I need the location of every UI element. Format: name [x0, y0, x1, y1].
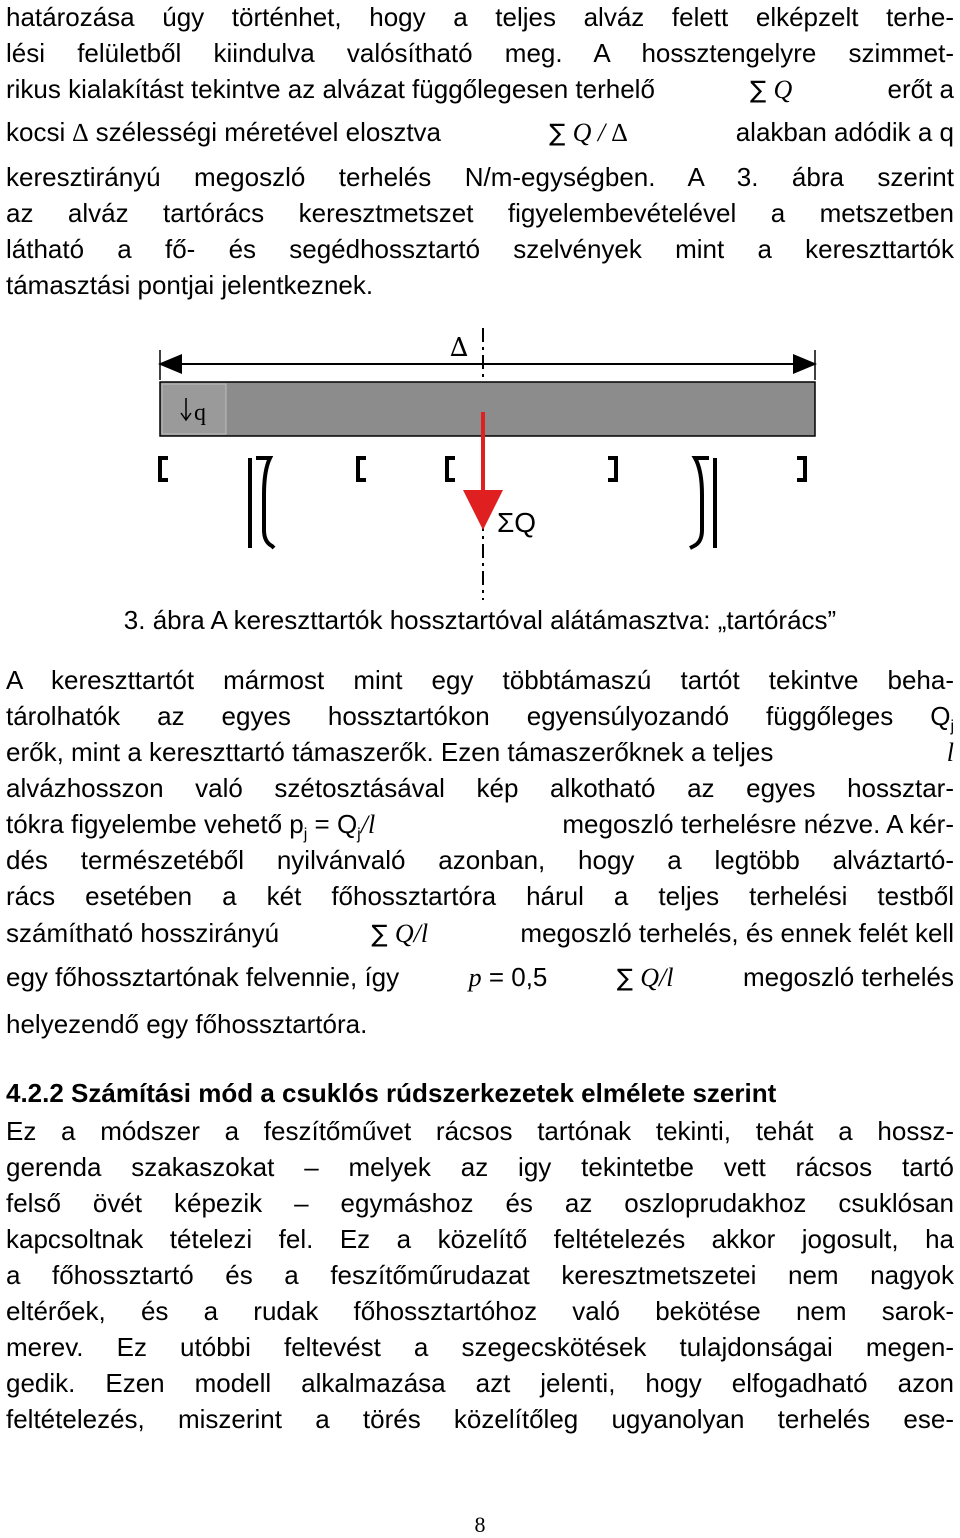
section-line-4 — [6, 1224, 954, 1254]
section-line-1 — [6, 1116, 954, 1146]
text: lési felületből kiindulva valósítható meg. A hossztengelyre szimmet- — [6, 38, 954, 68]
text: megoszló terhelés — [742, 962, 954, 992]
para2-line-9 — [6, 962, 954, 993]
section-line-8 — [6, 1368, 954, 1398]
text: számítható hosszirányú — [6, 918, 280, 948]
text: keresztirányú megoszló terhelés N/m-egységben. A 3. ábra szerint — [6, 162, 954, 192]
sum-expression: ∑ Q/l — [371, 919, 429, 948]
q-label: q — [194, 400, 206, 426]
para1-line-3 — [6, 74, 954, 105]
section-heading: 4.2.2 Számítási mód a csuklós rúdszerkezetek elmélete szerint — [6, 1078, 777, 1108]
sum-symbol: ∑ — [750, 76, 767, 104]
text: rács esetében a két főhossztartóra hárul a teljes terhelési testből — [6, 881, 954, 911]
text: határozása úgy történhet, hogy a teljes alváz felett elképzelt terhe- — [6, 2, 954, 32]
section-line-6 — [6, 1296, 954, 1326]
text: erők, mint a kereszttartó támaszerők. Ezen támaszerőknek a teljes — [6, 737, 774, 767]
text: felső övét képezik – egymáshoz és az oszloprudakhoz csuklósan — [6, 1188, 954, 1218]
para2-line-5 — [6, 809, 954, 850]
para1-line-8 — [6, 270, 954, 300]
delta-label: ∆ — [450, 333, 469, 363]
para2-line-7 — [6, 881, 954, 911]
text: gedik. Ezen modell alkalmazása azt jelenti, hogy elfogadható azon — [6, 1368, 954, 1398]
text: a főhossztartó és a feszítőműrudazat keresztmetszetei nem nagyok — [6, 1260, 954, 1290]
delta-symbol: ∆ — [72, 118, 89, 147]
sum-expression — [750, 74, 792, 105]
text: támasztási pontjai jelentkeznek. — [6, 270, 374, 300]
section-line-5 — [6, 1260, 954, 1290]
math-q-delta: Q / ∆ — [572, 118, 628, 147]
formula-p: p = 0,5 — [468, 962, 548, 992]
para2-line-8 — [6, 918, 954, 949]
text: merev. Ez utóbbi feltevést a szegecskötések tulajdonságai megen- — [6, 1332, 954, 1362]
text: dés természetéből nyilvánvaló azonban, hogy a legtöbb alváztartó- — [6, 845, 954, 875]
section-line-7 — [6, 1332, 954, 1362]
para1-line-4 — [6, 117, 954, 148]
para1-line-1 — [6, 2, 954, 32]
para2-line-6 — [6, 845, 954, 875]
para1-line-5 — [6, 162, 954, 192]
text: erőt a — [887, 74, 954, 104]
sum-symbol: ∑ — [549, 119, 566, 147]
para2-line-10 — [6, 1009, 954, 1039]
section-line-2 — [6, 1152, 954, 1182]
para2-line-2 — [6, 701, 954, 742]
text: helyezendő egy főhossztartóra. — [6, 1009, 368, 1039]
text: kapcsoltnak tételezi fel. Ez a közelítő feltételezés akkor jogosult, ha — [6, 1224, 954, 1254]
text: alvázhosszon való szétosztásával kép alkotható az egyes hossztar- — [6, 773, 954, 803]
text: egy főhossztartónak felvennie, így — [6, 962, 400, 992]
figure-caption: 3. ábra A kereszttartók hossztartóval alátámasztva: „tartórács” — [123, 605, 837, 635]
text: az alváz tartórács keresztmetszet figyelembevételével a metszetben — [6, 198, 954, 228]
text: rikus kialakítást tekintve az alvázat függőlegesen terhelő — [6, 74, 655, 104]
page-number: 8 — [474, 1512, 486, 1537]
sum-expression: ∑ Q/l — [616, 963, 674, 992]
math-q: Q — [773, 75, 793, 104]
text: Ez a módszer a feszítőművet rácsos tartónak tekinti, tehát a hossz- — [6, 1116, 954, 1146]
section-line-3 — [6, 1188, 954, 1218]
para1-line-6 — [6, 198, 954, 228]
sum-expression — [549, 117, 627, 148]
text: gerenda szakaszokat – melyek az igy tekintetbe vett rácsos tartó — [6, 1152, 954, 1182]
text: feltételezés, miszerint a törés közelítőleg ugyanolyan terhelés ese- — [6, 1404, 954, 1434]
para1-line-7 — [6, 234, 954, 264]
text: látható a fő- és segédhossztartó szelvények mint a kereszttartók — [6, 234, 954, 264]
figure-3-beam-diagram — [0, 320, 960, 600]
para2-line-3 — [6, 737, 954, 768]
text: eltérőek, és a rudak főhossztartóhoz való bekötése nem sarok- — [6, 1296, 954, 1326]
math-l: l — [946, 738, 954, 767]
text: megoszló terhelésre nézve. A kér- — [562, 809, 954, 839]
section-line-9 — [6, 1404, 954, 1434]
cross-beam — [160, 382, 815, 436]
para2-line-4 — [6, 773, 954, 803]
para1-line-2 — [6, 38, 954, 68]
para2-line-1 — [6, 665, 954, 695]
text: alakban adódik a q — [735, 117, 954, 147]
text: A kereszttartót mármost mint egy többtámaszú tartót tekintve beha- — [6, 665, 954, 695]
text: tárolhatók az egyes hossztartókon egyensúlyozandó függőleges $Q_j$ — [6, 701, 954, 736]
subscript: j — [950, 718, 954, 736]
sum-q-label: ΣQ — [497, 507, 537, 538]
text-group: kocsi ∆ szélességi méretével elosztva — [6, 117, 442, 147]
text: megoszló terhelés, és ennek felét kell — [520, 918, 954, 948]
formula-pj: tókra figyelembe vehető $p_j = Q_j/l$ — [6, 809, 376, 844]
